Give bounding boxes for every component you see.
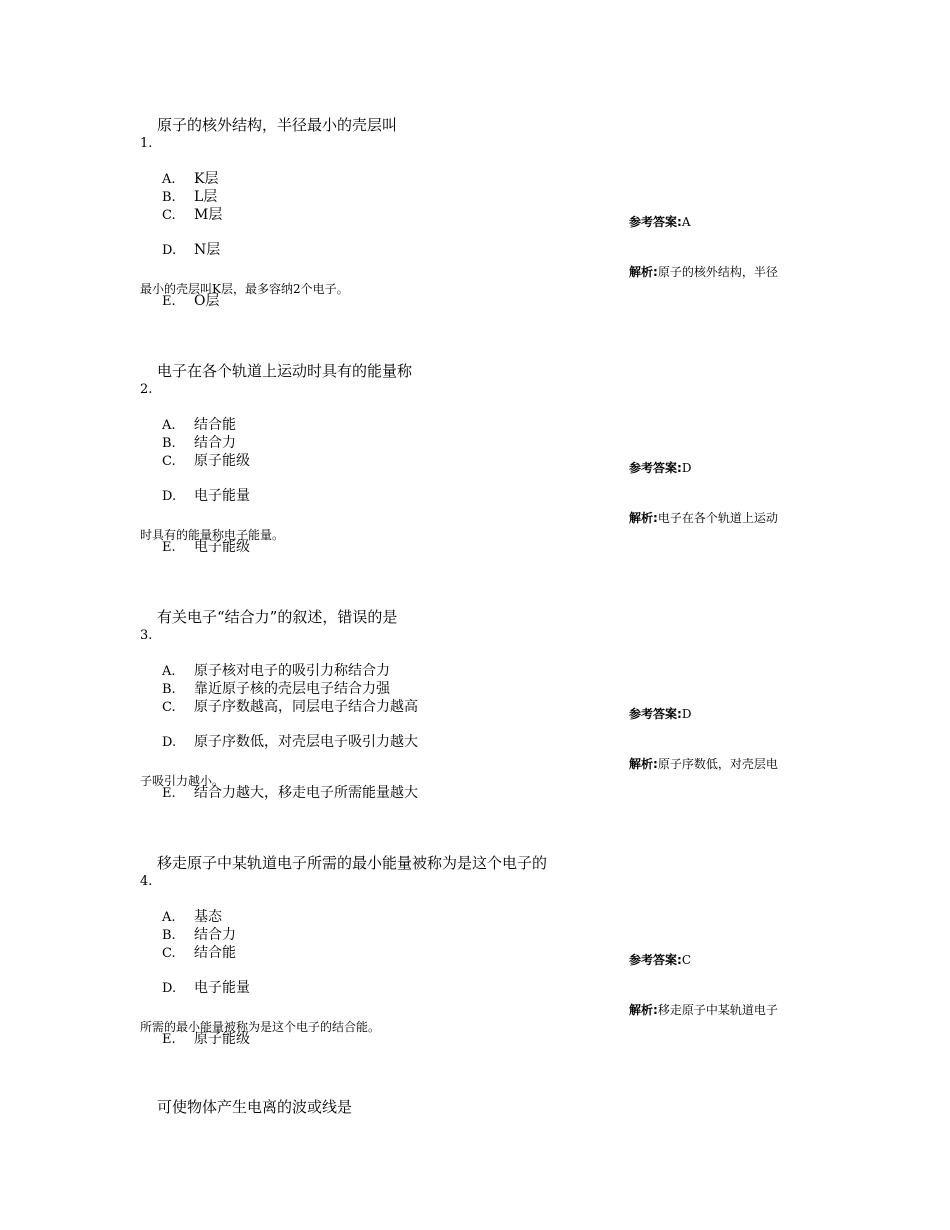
option-letter: A. bbox=[162, 172, 176, 187]
reference-answer bbox=[629, 214, 690, 230]
option-text: 原子序数越高，同层电子结合力越高 bbox=[194, 699, 418, 715]
analysis-text: 移走原子中某轨道电子 bbox=[657, 1003, 778, 1017]
option-letter: B. bbox=[162, 928, 176, 943]
option-letter: A. bbox=[162, 910, 176, 925]
question-number: 4. bbox=[140, 874, 153, 889]
option-letter: E. bbox=[162, 1032, 176, 1047]
option-text: 原子能级 bbox=[194, 1031, 250, 1047]
option-text: 结合能 bbox=[194, 945, 236, 961]
option-text: M层 bbox=[194, 207, 223, 223]
analysis-label: 解析: bbox=[629, 265, 658, 279]
option-text: 结合力 bbox=[194, 435, 236, 451]
question-number: 1. bbox=[140, 136, 153, 151]
option-d bbox=[162, 979, 250, 998]
option-text: 电子能量 bbox=[194, 980, 250, 996]
option-d bbox=[162, 733, 418, 752]
option-text: 原子序数低，对壳层电子吸引力越大 bbox=[194, 734, 418, 750]
option-a bbox=[162, 908, 222, 927]
option-c bbox=[162, 206, 222, 225]
analysis-text: 原子序数低，对壳层电 bbox=[657, 757, 778, 771]
question-text: 移走原子中某轨道电子所需的最小能量被称为是这个电子的 bbox=[157, 854, 548, 872]
option-text: N层 bbox=[194, 242, 221, 258]
question-block-2 bbox=[0, 362, 950, 608]
option-text: 电子能级 bbox=[194, 539, 250, 555]
option-text: 电子能量 bbox=[194, 488, 250, 504]
reference-answer bbox=[629, 952, 691, 968]
analysis-label: 解析: bbox=[629, 757, 658, 771]
option-b bbox=[162, 926, 236, 945]
option-a bbox=[162, 170, 218, 189]
option-text: 基态 bbox=[194, 909, 222, 925]
option-c bbox=[162, 452, 250, 471]
option-text: 结合力 bbox=[194, 927, 236, 943]
option-letter: E. bbox=[162, 786, 176, 801]
analysis-text: 原子的核外结构，半径 bbox=[657, 265, 778, 279]
analysis bbox=[629, 1002, 778, 1018]
option-text: 原子能级 bbox=[194, 453, 250, 469]
analysis-continuation: 时具有的能量称电子能量。 bbox=[140, 528, 285, 542]
answer-value: C bbox=[681, 953, 691, 967]
question-text: 有关电子“结合力”的叙述，错误的是 bbox=[157, 608, 398, 626]
option-b bbox=[162, 434, 236, 453]
option-letter: C. bbox=[162, 700, 176, 715]
analysis-continuation: 所需的最小能量被称为是这个电子的结合能。 bbox=[140, 1020, 381, 1034]
analysis bbox=[629, 756, 778, 772]
option-text: 结合能 bbox=[194, 417, 236, 433]
answer-value: A bbox=[681, 215, 691, 229]
option-c bbox=[162, 944, 236, 963]
option-letter: D. bbox=[162, 981, 177, 996]
option-letter: A. bbox=[162, 418, 176, 433]
option-text: O层 bbox=[194, 293, 220, 309]
option-letter: B. bbox=[162, 682, 176, 697]
option-letter: D. bbox=[162, 243, 177, 258]
option-text: 靠近原子核的壳层电子结合力强 bbox=[194, 681, 390, 697]
option-text: 原子核对电子的吸引力称结合力 bbox=[194, 663, 390, 679]
option-letter: C. bbox=[162, 208, 176, 223]
question-text-5: 可使物体产生电离的波或线是 bbox=[157, 1098, 353, 1116]
option-text: 结合力越大，移走电子所需能量越大 bbox=[194, 785, 418, 801]
option-b bbox=[162, 188, 217, 207]
option-d bbox=[162, 487, 250, 506]
question-block-3 bbox=[0, 608, 950, 854]
analysis-label: 解析: bbox=[629, 511, 658, 525]
answer-value: D bbox=[681, 461, 692, 475]
option-letter: C. bbox=[162, 454, 176, 469]
analysis bbox=[629, 264, 778, 280]
option-letter: C. bbox=[162, 946, 176, 961]
option-letter: E. bbox=[162, 540, 176, 555]
option-letter: B. bbox=[162, 190, 176, 205]
option-text: L层 bbox=[194, 189, 218, 205]
option-letter: D. bbox=[162, 489, 177, 504]
analysis bbox=[629, 510, 778, 526]
option-a bbox=[162, 662, 390, 681]
option-c bbox=[162, 698, 418, 717]
question-block-4 bbox=[0, 854, 950, 1100]
reference-answer bbox=[629, 460, 691, 476]
answer-label: 参考答案: bbox=[629, 461, 682, 475]
analysis-label: 解析: bbox=[629, 1003, 658, 1017]
analysis-continuation: 最小的壳层叫K层，最多容纳2个电子。 bbox=[140, 282, 349, 296]
option-letter: D. bbox=[162, 735, 177, 750]
analysis-text: 电子在各个轨道上运动 bbox=[657, 511, 778, 525]
option-b bbox=[162, 680, 390, 699]
answer-label: 参考答案: bbox=[629, 953, 682, 967]
answer-label: 参考答案: bbox=[629, 215, 682, 229]
option-letter: B. bbox=[162, 436, 176, 451]
question-block-1 bbox=[0, 116, 950, 362]
answer-label: 参考答案: bbox=[629, 707, 682, 721]
option-letter: A. bbox=[162, 664, 176, 679]
option-letter: E. bbox=[162, 294, 176, 309]
question-text: 原子的核外结构，半径最小的壳层叫 bbox=[157, 116, 398, 134]
question-number: 2. bbox=[140, 382, 153, 397]
answer-value: D bbox=[681, 707, 692, 721]
option-a bbox=[162, 416, 236, 435]
option-d bbox=[162, 241, 220, 260]
reference-answer bbox=[629, 706, 691, 722]
option-text: K层 bbox=[194, 171, 219, 187]
analysis-continuation: 子吸引力越小。 bbox=[140, 774, 225, 788]
question-text: 电子在各个轨道上运动时具有的能量称 bbox=[157, 362, 413, 380]
question-number: 3. bbox=[140, 628, 153, 643]
